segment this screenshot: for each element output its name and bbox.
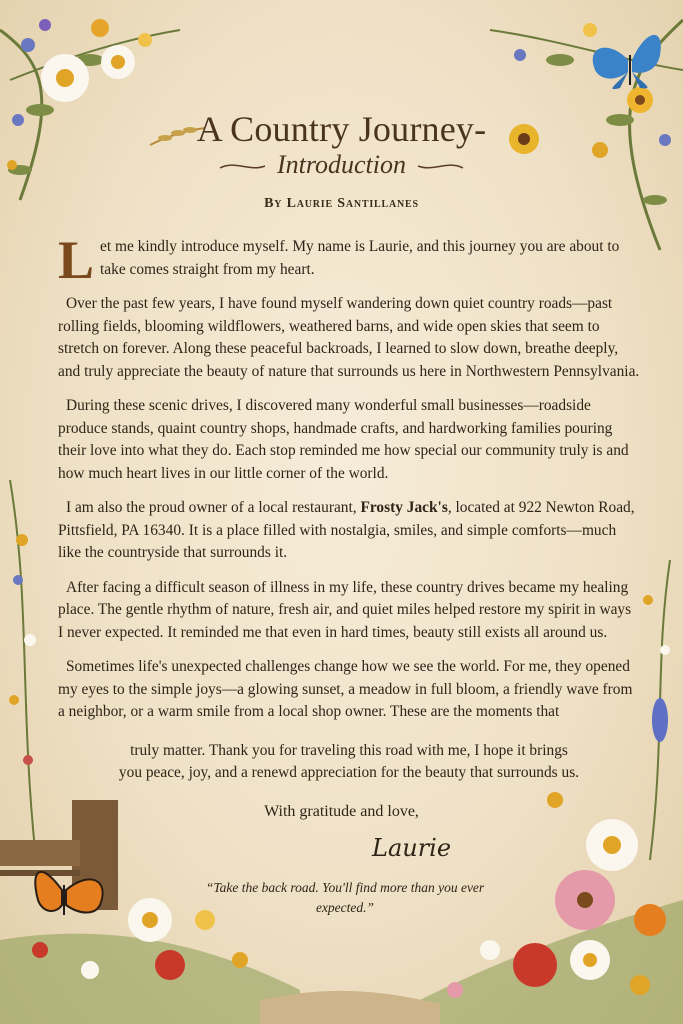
- restaurant-name: Frosty Jack's: [360, 499, 448, 516]
- paragraph-6: Sometimes life's unexpected challenges change how we see the world. For me, they opened my eyes to the simple joys—a glowing sunset, a meadow in full bloom, a friendly wave from a neighbor, or a warm smile from a local shop owner. These are the moments that: [58, 658, 633, 720]
- page-title: A Country Journey-: [196, 109, 487, 149]
- paragraph-7: truly matter. Thank you for traveling this road with me, I hope it brings you peace, joy, and a renewd appreciation for the beauty that surrounds us.: [118, 741, 580, 781]
- closing-quote: “Take the back road. You'll find more than you ever expected.”: [205, 880, 485, 915]
- blue-butterfly-icon: [593, 35, 661, 89]
- paragraph-4-end: , located at 922 Newton Road, Pittsfield, PA 16340. It is a place filled with nostalgia, smiles, and simple comforts—much like the countryside that surrounds it.: [58, 499, 635, 561]
- closing-line: With gratitude and love,: [264, 803, 419, 820]
- left-side-flowers: [9, 480, 36, 850]
- author-byline: By Laurie Santillanes: [264, 196, 419, 211]
- paragraph-2: Over the past few years, I have found myself wandering down quiet country roads—past rolling fields, blooming wildflowers, weathered barns, and wide open skies that seem to stretch on forever. Along these peaceful backroads, I learned to slow down, breathe deeply, and truly appreciate the beauty of nature that surrounds us here in Northwestern Pennsylvania.: [58, 295, 640, 380]
- paragraph-1-text: et me kindly introduce myself. My name is Laurie, and this journey you are about to take comes straight from my heart.: [100, 238, 620, 278]
- signature: Laurie: [372, 834, 452, 862]
- paragraph-3: During these scenic drives, I discovered many wonderful small businesses—roadside produce stands, quaint country shops, handmade crafts, and hardworking families pouring their love into what they do. Each stop reminded me how special our community truly is and how much heart lives in our little corner of the world.: [58, 397, 629, 482]
- page-subtitle: Introduction: [276, 150, 407, 179]
- paragraph-4-start: I am also the proud owner of a local restaurant,: [66, 499, 361, 516]
- drop-cap: L: [58, 230, 95, 290]
- letter-body: [58, 230, 640, 797]
- paragraph-4: [58, 497, 640, 565]
- paragraph-1: [58, 230, 640, 290]
- paragraph-5: After facing a difficult season of illness in my life, these country drives became my healing place. The gentle rhythm of nature, fresh air, and quiet miles helped restore my spirit in ways I never expected. It reminded me that even in hard times, beauty still exists all around us.: [58, 578, 632, 641]
